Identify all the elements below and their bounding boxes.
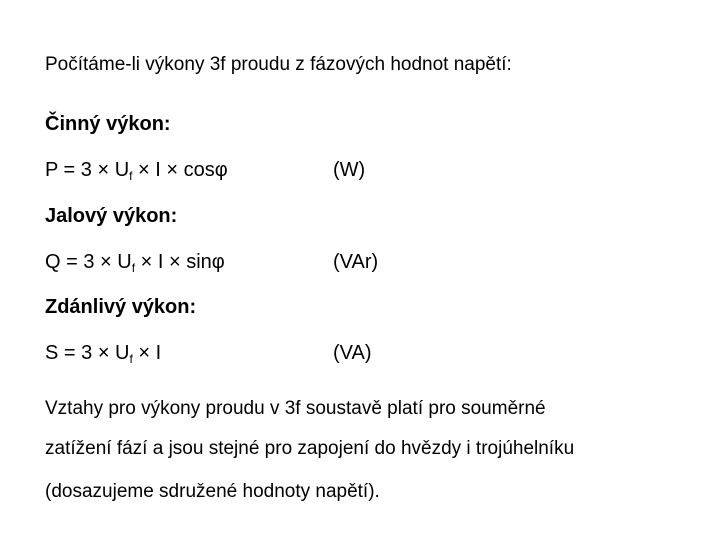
- heading-apparent-power: Zdánlivý výkon:: [45, 296, 197, 318]
- formula-lhs: S = 3 × U: [45, 342, 130, 364]
- note-line: (dosazujeme sdružené hodnoty napětí).: [45, 481, 380, 502]
- formula-lhs: Q = 3 × U: [45, 251, 132, 273]
- formula-lhs: P = 3 × U: [45, 159, 130, 181]
- formula-subscript: f: [129, 169, 133, 183]
- formula-rhs: × I: [132, 342, 162, 364]
- note-line: Vztahy pro výkony proudu v 3f soustavě platí pro souměrné: [45, 398, 546, 419]
- unit-apparent-power: (VA): [333, 342, 372, 364]
- heading-active-power: Činný výkon:: [45, 113, 171, 135]
- intro-text: Počítáme-li výkony 3f proudu z fázových hodnot napětí:: [45, 54, 512, 75]
- heading-reactive-power: Jalový výkon:: [45, 205, 178, 227]
- formula-reactive-power: [45, 249, 225, 275]
- formula-active-power: [45, 157, 228, 183]
- unit-reactive-power: (VAr): [333, 251, 379, 273]
- unit-active-power: (W): [333, 159, 366, 181]
- formula-subscript: f: [131, 261, 136, 275]
- formula-subscript: f: [129, 352, 133, 366]
- formula-rhs: × I × cosφ: [132, 159, 228, 181]
- formula-apparent-power: [45, 340, 161, 366]
- note-line: zatížení fází a jsou stejné pro zapojení do hvězdy i trojúhelníku: [45, 438, 575, 459]
- formula-rhs: × I × sinφ: [135, 251, 225, 273]
